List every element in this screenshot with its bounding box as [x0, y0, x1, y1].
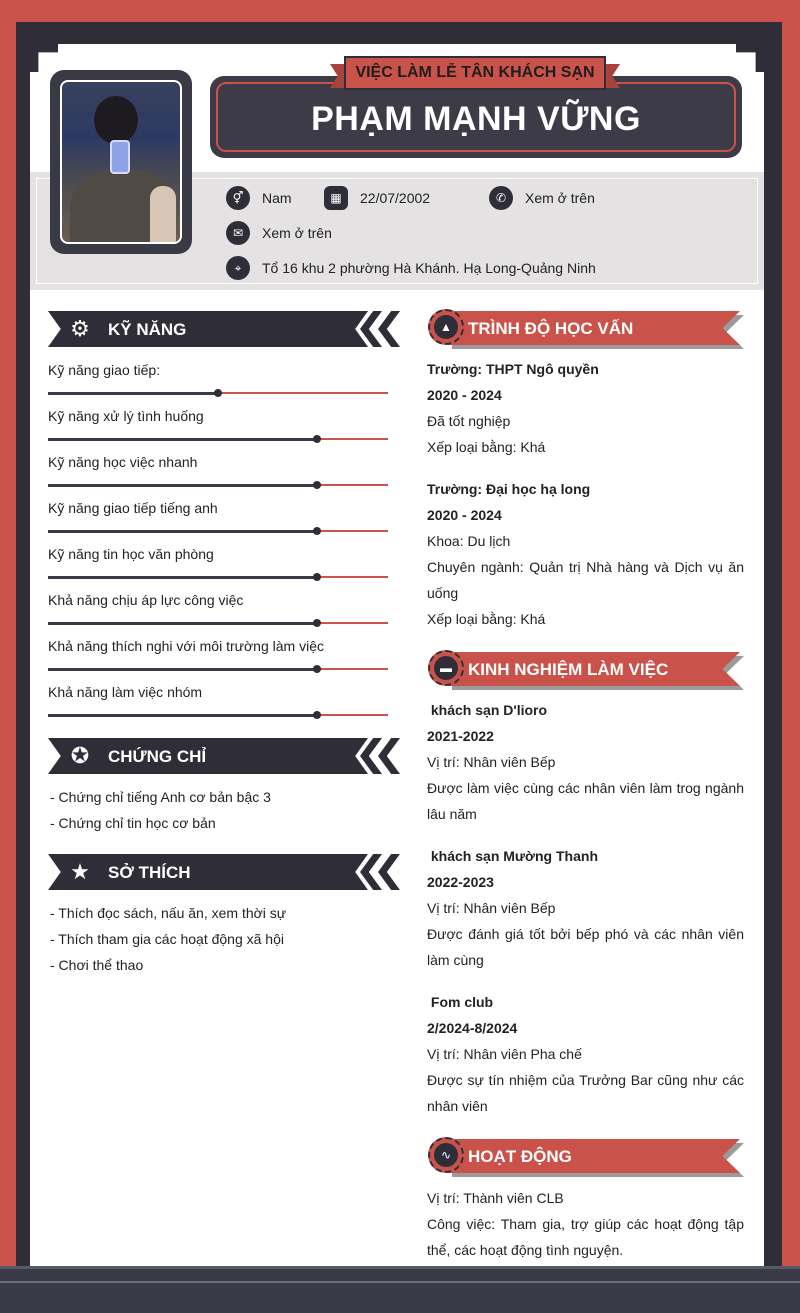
skill-item — [48, 592, 388, 624]
calendar-icon: ▦ — [324, 186, 348, 210]
experience-entry — [427, 989, 744, 1119]
education-line: Xếp loại bằng: Khá — [427, 611, 546, 627]
skill-item — [48, 546, 388, 578]
activities-entry — [427, 1185, 744, 1263]
company-name: Fom club — [427, 994, 494, 1010]
school-years: 2020 - 2024 — [427, 507, 502, 523]
skill-item — [48, 638, 388, 670]
experience-heading — [428, 650, 744, 688]
list-item: - Chứng chỉ tiếng Anh cơ bản bậc 3 — [50, 789, 271, 805]
activities-heading — [428, 1137, 744, 1175]
skills-heading — [48, 311, 398, 347]
job-role: Vị trí: Nhân viên Pha chế — [427, 1046, 582, 1062]
skill-item — [48, 408, 388, 440]
skill-label: Kỹ năng giao tiếp: — [48, 362, 161, 378]
phone-info — [489, 186, 595, 210]
list-item: - Thích đọc sách, nấu ăn, xem thời sự — [50, 905, 287, 921]
experience-entry — [427, 697, 744, 827]
job-years: 2021-2022 — [427, 728, 494, 744]
mail-icon: ✉ — [226, 221, 250, 245]
education-entry — [427, 476, 744, 632]
birthday-info — [324, 186, 430, 210]
briefcase-icon: ▬ — [434, 656, 458, 680]
skill-label: Kỹ năng tin học văn phòng — [48, 546, 214, 562]
hobbies-title: SỞ THÍCH — [108, 863, 191, 882]
education-title: TRÌNH ĐỘ HỌC VẤN — [468, 319, 634, 338]
gender-value: Nam — [262, 190, 292, 206]
position-title: VIỆC LÀM LỄ TÂN KHÁCH SẠN — [355, 64, 595, 81]
job-role: Vị trí: Nhân viên Bếp — [427, 900, 556, 916]
school-name: Trường: THPT Ngô quyền — [427, 361, 599, 377]
school-years: 2020 - 2024 — [427, 387, 502, 403]
star-icon: ★ — [70, 859, 90, 884]
skill-item — [48, 500, 388, 532]
email-info — [226, 221, 332, 245]
skill-label: Kỹ năng học việc nhanh — [48, 454, 198, 470]
footer-band — [0, 1266, 800, 1313]
school-name: Trường: Đại học hạ long — [427, 481, 591, 497]
award-icon: ✪ — [70, 743, 90, 768]
gender-info — [226, 186, 292, 210]
phone-icon: ✆ — [489, 186, 513, 210]
hobbies-list — [50, 900, 286, 978]
activities-title: HOẠT ĐỘNG — [468, 1147, 572, 1166]
activity-description: Công việc: Tham gia, trợ giúp các hoạt động tập thể, các hoạt động tình nguyện. — [427, 1216, 744, 1258]
graduation-icon: ▲ — [434, 315, 458, 339]
certificates-title: CHỨNG CHỈ — [108, 747, 207, 766]
experience-entry — [427, 843, 744, 973]
location-icon: ⌖ — [226, 256, 250, 280]
skill-item — [48, 362, 388, 394]
email-value: Xem ở trên — [262, 225, 332, 241]
position-ribbon — [330, 56, 620, 90]
job-description: Được đánh giá tốt bởi bếp phó và các nhân viên làm cùng — [427, 926, 744, 968]
company-name: khách sạn D'lioro — [427, 702, 548, 718]
avatar-frame — [50, 70, 192, 254]
avatar — [60, 80, 182, 244]
address-info — [226, 256, 596, 280]
skill-label: Khả năng thích nghi với môi trường làm việc — [48, 638, 324, 654]
list-item: - Chơi thể thao — [50, 957, 144, 973]
certificates-heading — [48, 738, 398, 774]
skill-item — [48, 454, 388, 486]
education-line: Khoa: Du lịch — [427, 533, 511, 549]
list-item: - Thích tham gia các hoạt động xã hội — [50, 931, 284, 947]
birthday-value: 22/07/2002 — [360, 190, 431, 206]
company-name: khách sạn Mường Thanh — [427, 848, 598, 864]
hobbies-heading — [48, 854, 398, 890]
activity-role: Vị trí: Thành viên CLB — [427, 1190, 564, 1206]
skill-item — [48, 684, 388, 716]
skill-label: Kỹ năng giao tiếp tiếng anh — [48, 500, 218, 516]
education-line: Chuyên ngành: Quản trị Nhà hàng và Dịch vụ ăn uống — [427, 559, 744, 601]
job-years: 2/2024-8/2024 — [427, 1020, 518, 1036]
gear-icon: ⚙ — [70, 316, 90, 341]
education-line: Đã tốt nghiệp — [427, 413, 511, 429]
skill-label: Kỹ năng xử lý tình huống — [48, 408, 204, 424]
address-value: Tổ 16 khu 2 phường Hà Khánh. Hạ Long-Quảng Ninh — [262, 260, 596, 276]
experience-title: KINH NGHIỆM LÀM VIỆC — [468, 660, 669, 679]
education-entry — [427, 356, 744, 460]
list-item: - Chứng chỉ tin học cơ bản — [50, 815, 216, 831]
job-description: Được sự tín nhiệm của Trưởng Bar cũng như các nhân viên — [427, 1072, 744, 1114]
skill-label: Khả năng chịu áp lực công việc — [48, 592, 244, 608]
skills-title: KỸ NĂNG — [108, 320, 187, 339]
skill-label: Khả năng làm việc nhóm — [48, 684, 203, 700]
education-line: Xếp loại bằng: Khá — [427, 439, 546, 455]
job-years: 2022-2023 — [427, 874, 494, 890]
education-heading — [428, 309, 744, 347]
certificates-list — [50, 784, 271, 836]
phone-value: Xem ở trên — [525, 190, 595, 206]
candidate-name: PHẠM MẠNH VỮNG — [311, 100, 641, 138]
pulse-icon: ∿ — [434, 1143, 458, 1167]
job-description: Được làm việc cùng các nhân viên làm trog ngành lâu năm — [427, 780, 744, 822]
gender-icon: ⚥ — [226, 186, 250, 210]
job-role: Vị trí: Nhân viên Bếp — [427, 754, 556, 770]
